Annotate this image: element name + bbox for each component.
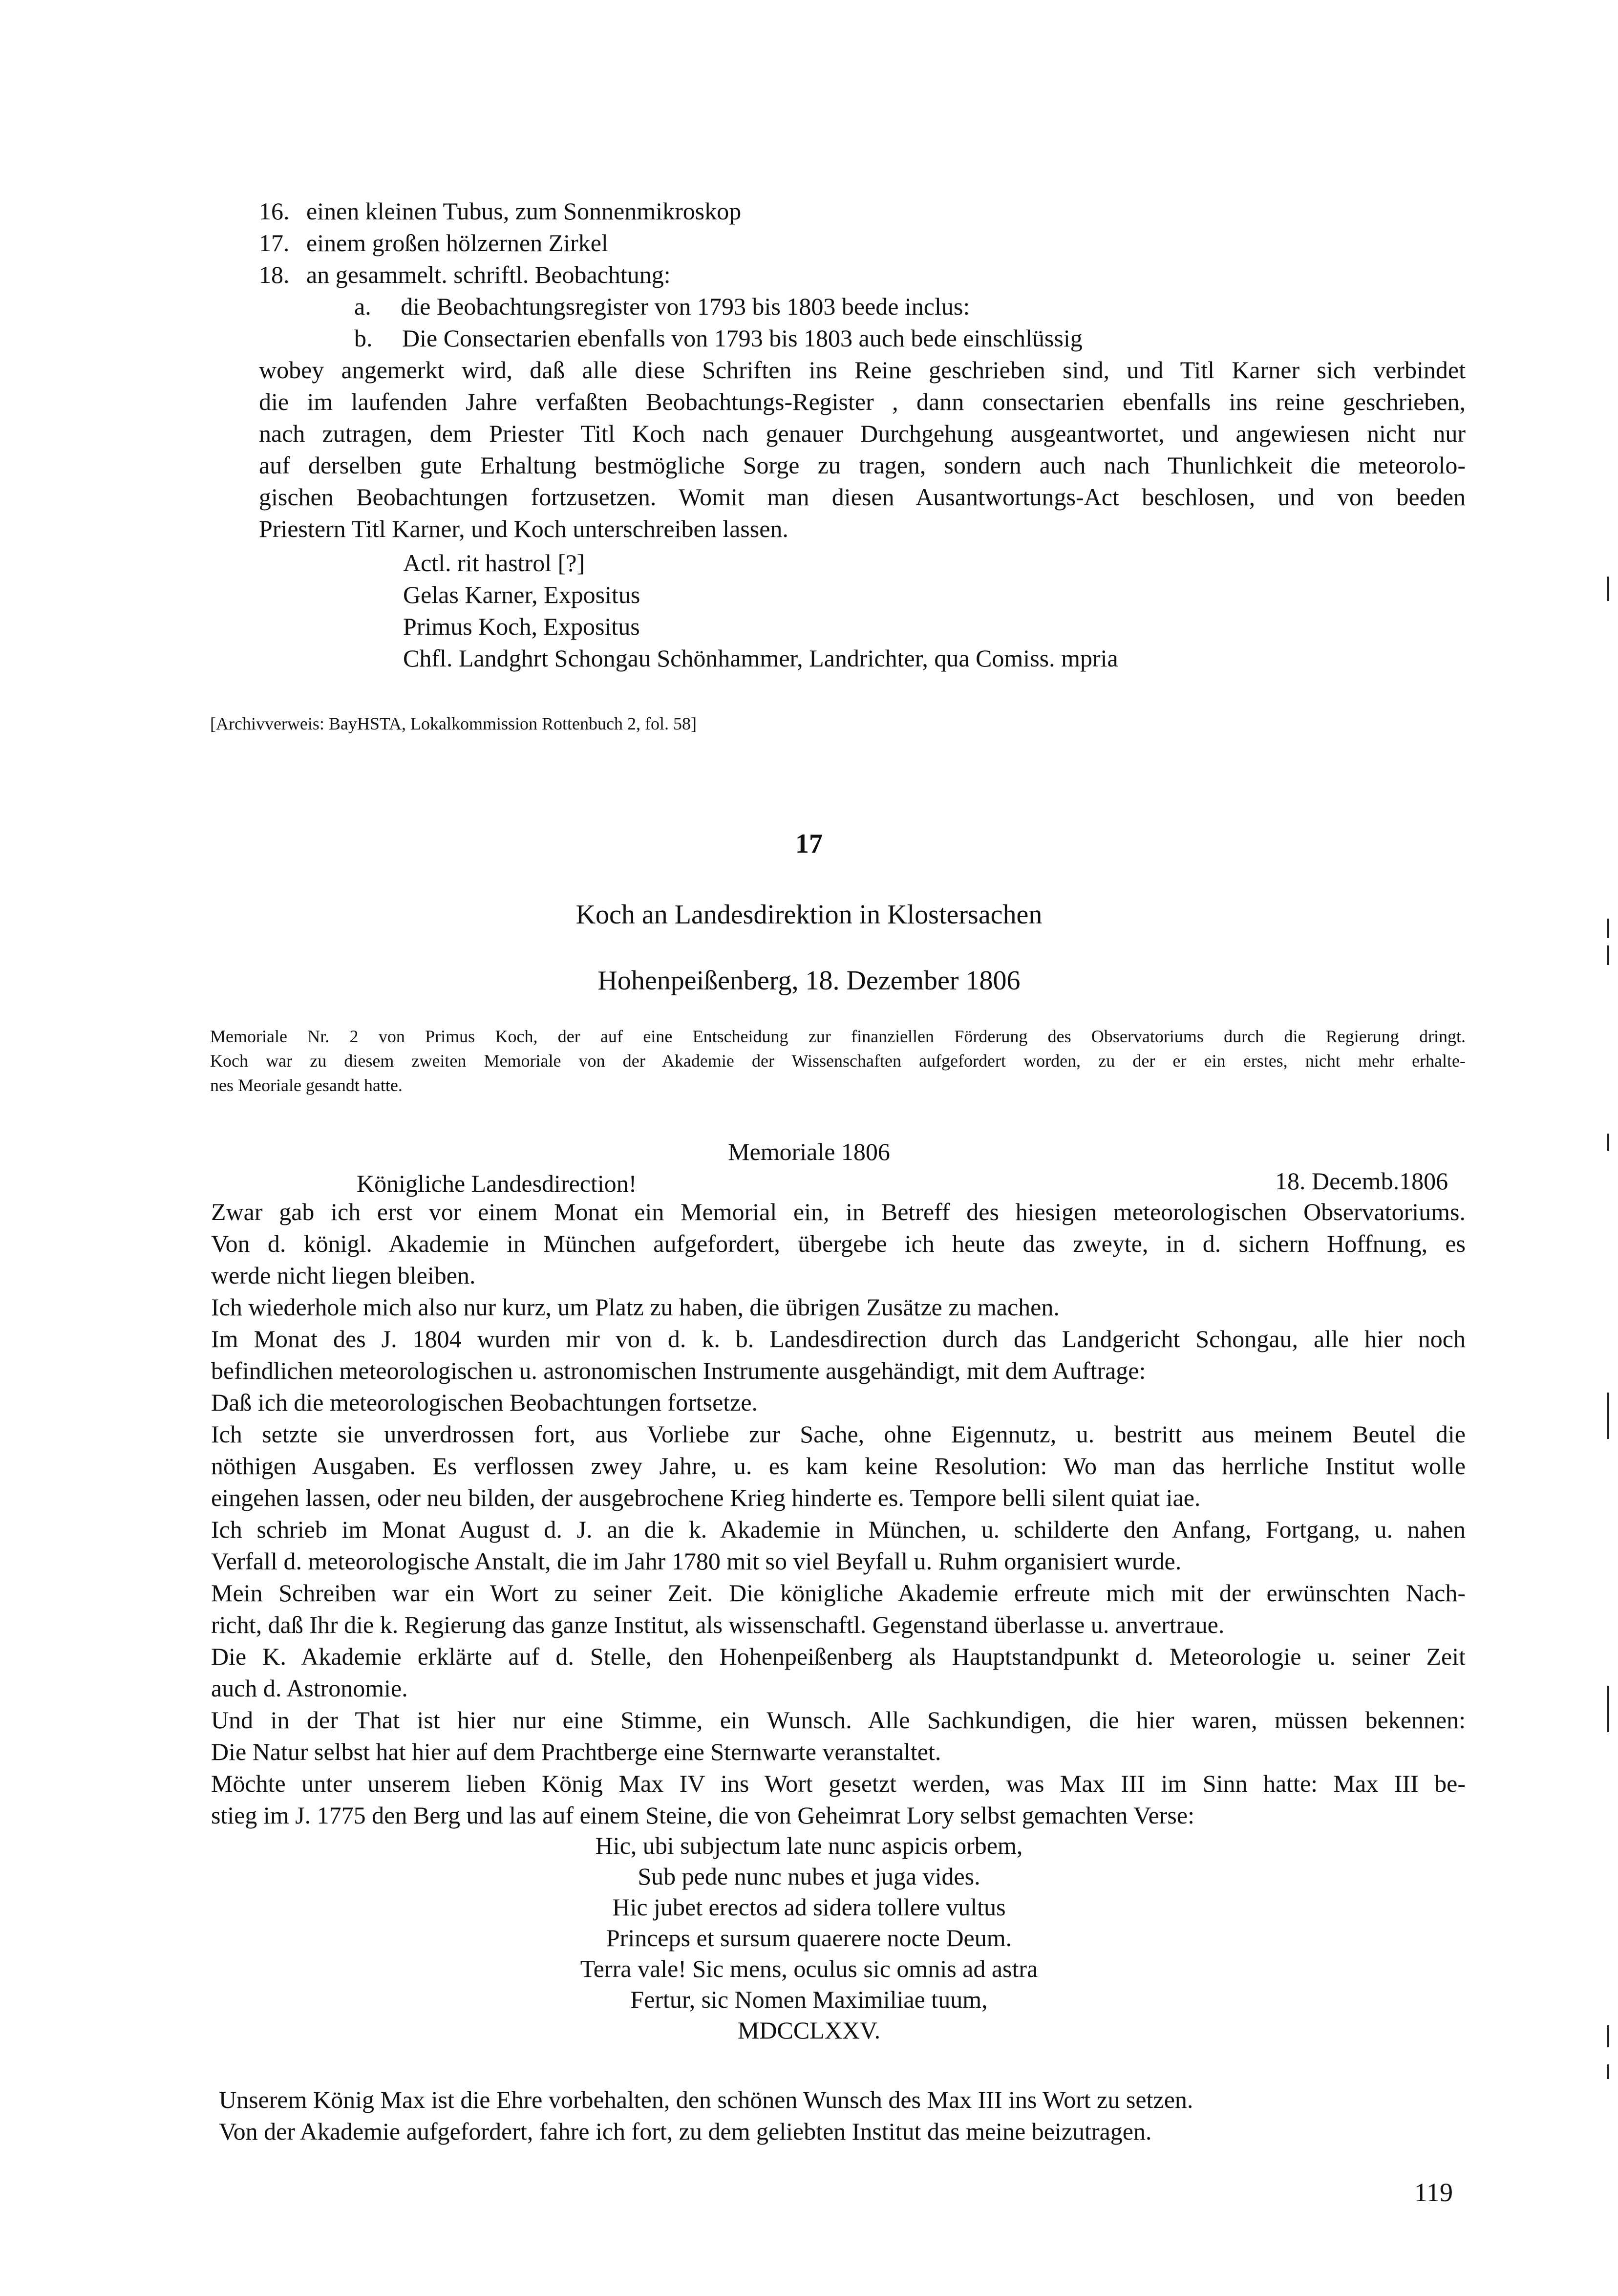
list-item-18: [259, 259, 671, 290]
list-text: an gesammelt. schriftl. Beobachtung:: [306, 261, 671, 288]
summary-line: nes Meoriale gesandt hatte.: [210, 1075, 403, 1095]
letter-line: Mein Schreiben war ein Wort zu seiner Zeit. Die königliche Akademie erfreute mich mit der erwünschten Nach-: [211, 1579, 1466, 1607]
letter-line: Daß ich die meteorologischen Beobachtungen fortsetze.: [211, 1389, 758, 1416]
letter-line: Die K. Akademie erklärte auf d. Stelle, den Hohenpeißenberg als Hauptstandpunkt d. Meteorologie u. seiner Zeit: [211, 1643, 1466, 1670]
verse-line: Princeps et sursum quaerere nocte Deum.: [606, 1924, 1012, 1952]
scan-margin-mark: [1607, 1686, 1609, 1732]
signature-line: Chfl. Landghrt Schongau Schönhammer, Landrichter, qua Comiss. mpria: [403, 644, 1118, 672]
document-place-date: Hohenpeißenberg, 18. Dezember 1806: [597, 966, 1021, 996]
scan-margin-mark: [1607, 919, 1609, 938]
verse-line: Fertur, sic Nomen Maximiliae tuum,: [630, 1986, 988, 2013]
verse-line: Hic, ubi subjectum late nunc aspicis orbem,: [595, 1832, 1023, 1859]
list-item-16: [259, 195, 741, 227]
document-title: Koch an Landesdirektion in Klostersachen: [575, 900, 1043, 930]
letter-line: Und in der That ist hier nur eine Stimme, ein Wunsch. Alle Sachkundigen, die hier waren, müssen bekennen:: [211, 1706, 1466, 1734]
list-text: einem großen hölzernen Zirkel: [306, 229, 608, 257]
list-text: einen kleinen Tubus, zum Sonnenmikroskop: [306, 197, 742, 225]
verse-line: MDCCLXXV.: [737, 2017, 881, 2044]
scan-margin-mark: [1607, 945, 1609, 965]
verse-line: Sub pede nunc nubes et juga vides.: [638, 1863, 980, 1890]
letter-line: auch d. Astronomie.: [211, 1674, 408, 1702]
summary-line: Koch war zu diesem zweiten Memoriale von der Akademie der Wissenschaften aufgefordert worden, zu der er ein erstes, nicht mehr erhalte-: [210, 1051, 1466, 1071]
document-number: 17: [795, 829, 823, 859]
paragraph-line: nach zutragen, dem Priester Titl Koch nach genauer Durchgehung ausgeantwortet, und angewiesen nicht nur: [259, 420, 1466, 447]
signature-line: Actl. rit hastrol [?]: [403, 549, 585, 577]
summary-line: Memoriale Nr. 2 von Primus Koch, der auf eine Entscheidung zur finanziellen Förderung des Observatoriums durch die Regierung dringt.: [210, 1027, 1466, 1046]
verse-line: Terra vale! Sic mens, oculus sic omnis ad astra: [580, 1955, 1038, 1982]
letter-line: Im Monat des J. 1804 wurden mir von d. k. b. Landesdirection durch das Landgericht Schongau, alle hier noch: [211, 1325, 1466, 1352]
memoriale-title: Memoriale 1806: [728, 1138, 890, 1165]
list-number: 17.: [259, 229, 290, 257]
paragraph-line: gischen Beobachtungen fortzusetzen. Womit man diesen Ausantwortungs-Act beschlosen, und von beeden: [259, 483, 1466, 511]
letter-line: Ich setzte sie unverdrossen fort, aus Vorliebe zur Sache, ohne Eigennutz, u. bestritt aus meinem Beutel die: [211, 1420, 1466, 1448]
list-number: 18.: [259, 261, 290, 288]
page-number: 119: [1414, 2178, 1453, 2207]
scan-margin-mark: [1607, 1134, 1609, 1151]
sub-letter: b.: [354, 324, 373, 352]
closing-line: Unserem König Max ist die Ehre vorbehalten, den schönen Wunsch des Max III ins Wort zu setzen.: [219, 2086, 1193, 2113]
letter-line: Von d. königl. Akademie in München aufgefordert, übergebe ich heute das zweyte, in d. sichern Hoffnung, es: [211, 1230, 1466, 1257]
paragraph-line: Priestern Titl Karner, und Koch unterschreiben lassen.: [259, 515, 788, 542]
letter-line: Möchte unter unserem lieben König Max IV ins Wort gesetzt werden, was Max III im Sinn hatte: Max III be-: [211, 1770, 1466, 1797]
archive-reference: [Archivverweis: BayHSTA, Lokalkommission Rottenbuch 2, fol. 58]: [210, 714, 697, 733]
salutation: Königliche Landesdirection!: [357, 1170, 637, 1197]
letter-line: Zwar gab ich erst vor einem Monat ein Memorial ein, in Betreff des hiesigen meteorologischen Observatoriums.: [211, 1198, 1466, 1225]
letter-line: befindlichen meteorologischen u. astronomischen Instrumente ausgehändigt, mit dem Auftrage:: [211, 1357, 1146, 1384]
letter-line: eingehen lassen, oder neu bilden, der ausgebrochene Krieg hinderte es. Tempore belli silent quiat iae.: [211, 1484, 1201, 1511]
scan-margin-mark: [1607, 577, 1609, 601]
scan-margin-mark: [1607, 1393, 1609, 1439]
letter-line: Die Natur selbst hat hier auf dem Prachtberge eine Sternwarte veranstaltet.: [211, 1738, 941, 1765]
letter-line: werde nicht liegen bleiben.: [211, 1262, 476, 1289]
list-item-17: [259, 227, 608, 258]
verse-line: Hic jubet erectos ad sidera tollere vultus: [612, 1893, 1006, 1921]
scan-margin-mark: [1607, 2025, 1609, 2047]
sub-letter: a.: [354, 293, 371, 320]
paragraph-line: die im laufenden Jahre verfaßten Beobachtungs-Register , dann consectarien ebenfalls ins reine geschrieben,: [259, 388, 1466, 415]
letter-line: Ich schrieb im Monat August d. J. an die k. Akademie in München, u. schilderte den Anfang, Fortgang, u. nahen: [211, 1516, 1466, 1543]
sub-item-a: [354, 291, 970, 322]
letter-line: nöthigen Ausgaben. Es verflossen zwey Jahre, u. es kam keine Resolution: Wo man das herrliche Institut wolle: [211, 1452, 1466, 1480]
sub-item-b: [354, 322, 1083, 354]
letter-line: stieg im J. 1775 den Berg und las auf einem Steine, die von Geheimrat Lory selbst gemachten Verse:: [211, 1802, 1194, 1829]
letter-line: Ich wiederhole mich also nur kurz, um Platz zu haben, die übrigen Zusätze zu machen.: [211, 1293, 1060, 1321]
sub-text: Die Consectarien ebenfalls von 1793 bis 1803 auch bede einschlüssig: [402, 324, 1083, 352]
closing-line: Von der Akademie aufgefordert, fahre ich fort, zu dem geliebten Institut das meine beizutragen.: [219, 2118, 1152, 2145]
letter-line: richt, daß Ihr die k. Regierung das ganze Institut, als wissenschaftl. Gegenstand überlasse u. anvertraue.: [211, 1611, 1225, 1638]
letter-line: Verfall d. meteorologische Anstalt, die im Jahr 1780 mit so viel Beyfall u. Ruhm organisiert wurde.: [211, 1547, 1182, 1575]
signature-line: Gelas Karner, Expositus: [403, 581, 640, 608]
letter-date: 18. Decemb.1806: [1275, 1167, 1448, 1195]
paragraph-line: auf derselben gute Erhaltung bestmögliche Sorge zu tragen, sondern auch nach Thunlichkeit die meteorolo-: [259, 451, 1466, 479]
scan-margin-mark: [1607, 2064, 1609, 2079]
list-number: 16.: [259, 197, 290, 225]
paragraph-line: wobey angemerkt wird, daß alle diese Schriften ins Reine geschrieben sind, und Titl Karner sich verbindet: [259, 356, 1466, 384]
signature-line: Primus Koch, Expositus: [403, 613, 640, 640]
sub-text: die Beobachtungsregister von 1793 bis 1803 beede inclus:: [401, 293, 970, 320]
